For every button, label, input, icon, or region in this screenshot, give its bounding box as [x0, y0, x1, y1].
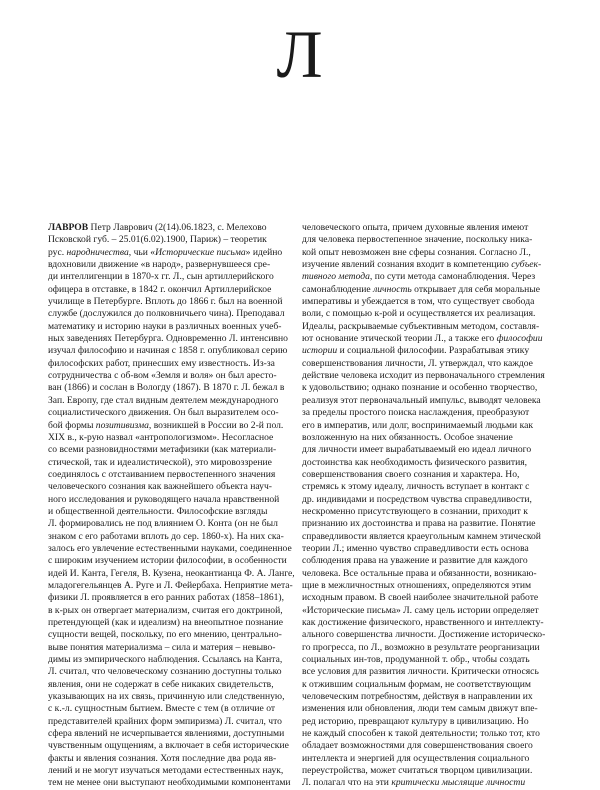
text-run: ального совершенства личности. Достижение историческо-: [302, 629, 546, 641]
text-run: указывающих на их связь, причинную или следственную,: [48, 691, 285, 703]
text-line: [302, 703, 553, 715]
text-run: Псковской губ. – 25.01(6.02).1900, Париж) – теоретик: [48, 234, 267, 246]
text-run: действие человека исходит из первоначального стремления: [302, 370, 545, 382]
text-line: [302, 568, 553, 580]
italic-term: позитивизма: [95, 419, 149, 431]
text-line: [48, 555, 299, 567]
text-line: [302, 358, 553, 370]
text-line: [48, 222, 299, 234]
text-run: щие в межличностных отношениях, определяются этим: [302, 579, 532, 591]
text-run: представителей крайних форм эмпиризма) Л. считал, что: [48, 715, 282, 727]
text-line: [302, 642, 553, 654]
text-line: [302, 222, 553, 234]
text-run: чувственным ощущениям, а включает в себя исторические: [48, 740, 289, 752]
text-run: за пределы простого поиска наслаждения, преобразуют: [302, 407, 530, 419]
text-line: [302, 407, 553, 419]
text-run: императивы и убеждается в том, что существует свобода: [302, 296, 535, 308]
text-line: [48, 666, 299, 678]
text-run: и социальной философии. Разрабатывая этику: [337, 345, 530, 357]
text-run: с широким изучением истории философии, в особенности: [48, 555, 287, 567]
italic-term: народничества: [66, 246, 129, 258]
text-line: [302, 234, 553, 246]
text-line: [302, 728, 553, 740]
text-run: совершенствования личности, Л. утверждал, что каждое: [302, 357, 533, 369]
text-run: как достижение физического, нравственного и интеллекту-: [302, 617, 544, 628]
italic-term: субъек-: [511, 259, 542, 271]
text-line: [48, 432, 299, 444]
italic-term: истории: [302, 345, 338, 357]
italic-term: критически мыслящие личности: [391, 777, 526, 789]
text-line: [48, 469, 299, 481]
text-run: тем не менее они выступают необходимыми компонентами: [48, 777, 291, 789]
text-line: [302, 617, 553, 629]
text-run: явления, они не содержат в себе никаких свидетельств,: [48, 678, 274, 690]
text-run: факты и явления сознания. Хотя последние два рода яв-: [48, 752, 277, 764]
text-run: Л. считал, что человеческому сознанию доступны только: [48, 666, 282, 678]
text-run: выве понятия материализма – сила и материя – невыво-: [48, 641, 276, 653]
text-line: [302, 321, 553, 333]
text-run: человеческого сознания как важнейшего объекта науч-: [48, 481, 272, 493]
text-line: [302, 457, 553, 469]
text-line: [48, 543, 299, 555]
text-line: [302, 271, 553, 283]
text-run: Л. полагал что на эти: [302, 777, 392, 789]
text-line: [48, 321, 299, 333]
text-line: [302, 247, 553, 259]
text-run: , чьи «: [128, 246, 156, 258]
text-run: соединялось с отстаиванием первостепенного значения: [48, 468, 276, 480]
text-line: [48, 592, 299, 604]
italic-term: тивного метода: [302, 271, 370, 283]
text-run: Идеалы, раскрываемые субъективным методом, составля-: [302, 320, 540, 332]
text-line: [48, 370, 299, 382]
text-run: Зап. Европу, где стал видным деятелем международного: [48, 394, 279, 406]
text-line: [48, 716, 299, 728]
text-run: , по сути метода самонаблюдения. Через: [369, 271, 536, 283]
text-run: со всеми разновидностями метафизики (как материали-: [48, 444, 277, 456]
text-run: нескроменно присутствующего в сознании, приходит к: [302, 505, 528, 517]
text-line: [302, 494, 553, 506]
text-run: ют основание этической теории Л., а также его: [302, 333, 497, 345]
text-run: признанию их достоинства и права на развитие. Понятие: [302, 518, 536, 530]
right-text-column: [302, 222, 553, 790]
text-run: к отжившим социальным формам, не соответствующим: [302, 678, 531, 690]
text-line: [48, 642, 299, 654]
text-run: математику и историю науки в различных военных учеб-: [48, 320, 282, 332]
text-run: димы из эмпирического наблюдения. Ссылаясь на Канта,: [48, 654, 283, 666]
text-run: исходным правом. В своей наиболее значительной работе: [302, 592, 539, 604]
text-run: к удовольствию; однако познание и особенно творчество,: [302, 382, 538, 394]
text-run: человеческим потребностям, действуя в направлении их: [302, 691, 533, 703]
text-line: [302, 531, 553, 543]
text-line: [48, 728, 299, 740]
text-line: [48, 481, 299, 493]
text-run: др. индивидами и посредством чувства справедливости,: [302, 493, 532, 505]
text-run: справедливости является краеугольным камнем этической: [302, 530, 541, 542]
text-run: совершенствования своего сознания и характера. Но,: [302, 468, 520, 480]
text-line: [48, 420, 299, 432]
text-line: [302, 543, 553, 555]
text-run: ного исследования и руководящего начала нравственной: [48, 493, 280, 505]
text-line: [302, 259, 553, 271]
text-line: [302, 469, 553, 481]
text-line: [48, 234, 299, 246]
text-line: [302, 666, 553, 678]
text-line: [302, 481, 553, 493]
text-line: [302, 284, 553, 296]
text-run: го прогресса, по Л., возможно в результате реорганизации: [302, 641, 540, 653]
text-line: [302, 691, 553, 703]
text-run: не каждый способен к такой деятельности; только тот, кто: [302, 728, 540, 740]
text-line: [48, 518, 299, 530]
text-run: ред историю, превращают культуру в цивилизацию. Но: [302, 715, 529, 727]
text-run: теории Л.; именно чувство справедливости есть основа: [302, 542, 529, 554]
text-run: училище в Петербурге. Вплоть до 1866 г. был на военной: [48, 296, 283, 308]
text-line: [48, 382, 299, 394]
text-line: [302, 716, 553, 728]
text-line: [48, 654, 299, 666]
text-line: [48, 296, 299, 308]
text-line: [48, 494, 299, 506]
text-run: вдохновили движение «в народ», развернувшееся сре-: [48, 259, 271, 271]
text-line: [48, 358, 299, 370]
italic-term: философии: [496, 333, 543, 345]
text-run: сфера явлений не исчерпывается явлениями, доступными: [48, 728, 285, 740]
text-run: для личности имеет вырабатываемый ею идеал личного: [302, 444, 532, 456]
text-run: Петр Лаврович (2(14).06.1823, с. Мелехово: [88, 222, 267, 233]
text-run: изменения или обновления, люди тем самым движут впе-: [302, 703, 538, 715]
text-run: открывает для себя моральные: [411, 283, 541, 295]
text-line: [48, 617, 299, 629]
text-run: сущности вещей, поскольку, по его мнению, центрально-: [48, 629, 282, 641]
text-line: [48, 580, 299, 592]
text-line: [48, 259, 299, 271]
text-run: переустройства, может считаться творцом цивилизации.: [302, 765, 533, 777]
text-run: воли, с помощью к-рой и осуществляется их реализация.: [302, 308, 536, 320]
text-run: изучение явлений сознания входит в компетенцию: [302, 259, 512, 271]
text-run: , возникшей в России во 2-й пол.: [148, 419, 284, 431]
text-run: физики Л. проявляется в его ранних работах (1858–1861),: [48, 592, 285, 604]
text-line: [48, 753, 299, 765]
text-line: [302, 753, 553, 765]
text-run: стремясь к этому идеалу, личность вступает в контакт с: [302, 481, 530, 493]
text-run: младогегельянцев А. Руге и Л. Фейербаха. Неприятие мета-: [48, 579, 293, 591]
text-line: [48, 444, 299, 456]
text-run: интеллекта и энергией для осуществления социального: [302, 752, 530, 764]
section-letter: Л: [276, 16, 324, 92]
text-run: самонаблюдение: [302, 283, 374, 295]
text-line: [302, 395, 553, 407]
text-run: и общественной деятельности. Философские взгляды: [48, 505, 268, 517]
text-run: XIX в., к-рую назвал «антропологизмом». Несогласное: [48, 431, 274, 443]
text-line: [48, 629, 299, 641]
text-line: [48, 308, 299, 320]
text-run: для человека первостепенное значение, поскольку ника-: [302, 234, 533, 246]
text-line: [302, 370, 553, 382]
text-run: ди интеллигенции в 1870-х гг. Л., сын артиллерийского: [48, 271, 274, 283]
text-line: [302, 777, 553, 789]
text-line: [302, 555, 553, 567]
text-line: [48, 407, 299, 419]
text-line: [48, 765, 299, 777]
text-line: [48, 740, 299, 752]
text-line: [302, 740, 553, 752]
text-run: обладает возможностями для совершенствования своего: [302, 740, 533, 752]
text-run: человеческого опыта, причем духовные явления имеют: [302, 222, 529, 233]
text-run: его в императив, или долг, воспринимаемый людьми как: [302, 419, 534, 431]
text-line: [48, 605, 299, 617]
text-line: [302, 345, 553, 357]
text-line: [302, 605, 553, 617]
text-run: залось его увлечение естественными науками, соединенное: [48, 542, 292, 554]
text-run: ван (1866) и сослан в Вологду (1867). В 1870 г. Л. бежал в: [48, 382, 285, 394]
text-line: [302, 333, 553, 345]
text-line: [48, 395, 299, 407]
text-line: [302, 432, 553, 444]
text-run: философских работ, принесших ему известность. Из-за: [48, 357, 275, 369]
text-run: все условия для развития личности. Критически относясь: [302, 666, 539, 678]
text-line: [48, 457, 299, 469]
text-run: в к-рых он отвергает материализм, считая его доктриной,: [48, 604, 283, 616]
text-line: [302, 580, 553, 592]
text-run: с к.-л. сущностным бытием. Вместе с тем (в отличие от: [48, 703, 276, 715]
text-line: [302, 629, 553, 641]
text-line: [302, 765, 553, 777]
text-line: [302, 444, 553, 456]
text-line: [48, 531, 299, 543]
text-line: [302, 592, 553, 604]
text-run: бой формы: [48, 419, 96, 431]
text-line: [302, 296, 553, 308]
text-run: » идейно: [245, 246, 283, 258]
text-run: лений и не могут изучаться методами естественных наук,: [48, 765, 284, 777]
text-line: [48, 777, 299, 789]
text-line: [48, 345, 299, 357]
text-run: достоинства как необходимость физического развития,: [302, 456, 528, 468]
text-run: изучал философию и начиная с 1858 г. опубликовал серию: [48, 345, 288, 357]
text-line: [48, 679, 299, 691]
text-run: претендующей (как и идеализм) на внеопытное познание: [48, 617, 283, 628]
text-run: офицера в отставке, в 1842 г. окончил Артиллерийское: [48, 283, 272, 295]
text-run: реализуя этот первоначальный импульс, выводят человека: [302, 394, 541, 406]
text-run: службе (дослужился до полковничьего чина). Преподавал: [48, 308, 285, 320]
left-text-column: [48, 222, 299, 790]
text-run: соблюдения права на уважение и развитие для каждого: [302, 555, 528, 567]
text-run: кой опыт невозможен вне сферы сознания. Согласно Л.,: [302, 246, 531, 258]
text-line: [48, 284, 299, 296]
text-line: [48, 247, 299, 259]
text-run: «Исторические письма» Л. саму цель истории определяет: [302, 604, 539, 616]
text-run: возложенную на них обязанность. Особое значение: [302, 431, 513, 443]
text-run: ных заведениях Петербурга. Одновременно Л. интенсивно: [48, 333, 288, 345]
text-line: [48, 271, 299, 283]
text-line: [48, 703, 299, 715]
text-line: [302, 308, 553, 320]
text-line: [302, 420, 553, 432]
text-run: знаком с его работами вплоть до сер. 1860-х). На них ска-: [48, 530, 284, 542]
text-line: [302, 506, 553, 518]
text-line: [48, 568, 299, 580]
text-run: сотрудничества с об-вом «Земля и воля» он был арестo-: [48, 370, 277, 382]
text-run: рус.: [48, 246, 67, 258]
italic-term: личность: [373, 283, 412, 295]
italic-term: Исторические письма: [155, 246, 246, 258]
text-line: [302, 679, 553, 691]
text-line: [302, 382, 553, 394]
text-line: [302, 654, 553, 666]
text-run: стической, так и идеалистической), это мировоззрение: [48, 456, 272, 468]
text-run: социальных ин-тов, продуманной т. обр., чтобы создать: [302, 654, 530, 666]
text-line: [48, 333, 299, 345]
text-run: социалистического движения. Он был выразителем осо-: [48, 407, 279, 419]
text-line: [48, 506, 299, 518]
text-line: [48, 691, 299, 703]
text-line: [302, 518, 553, 530]
headword: ЛАВРОВ: [48, 222, 89, 233]
text-run: Л. формировались не под влиянием О. Конта (он не был: [48, 518, 278, 530]
text-run: человека. Все остальные права и обязанности, возникаю-: [302, 567, 537, 579]
text-run: идей И. Канта, Гегеля, В. Кузена, неокантианца Ф. А. Ланге,: [48, 567, 295, 579]
